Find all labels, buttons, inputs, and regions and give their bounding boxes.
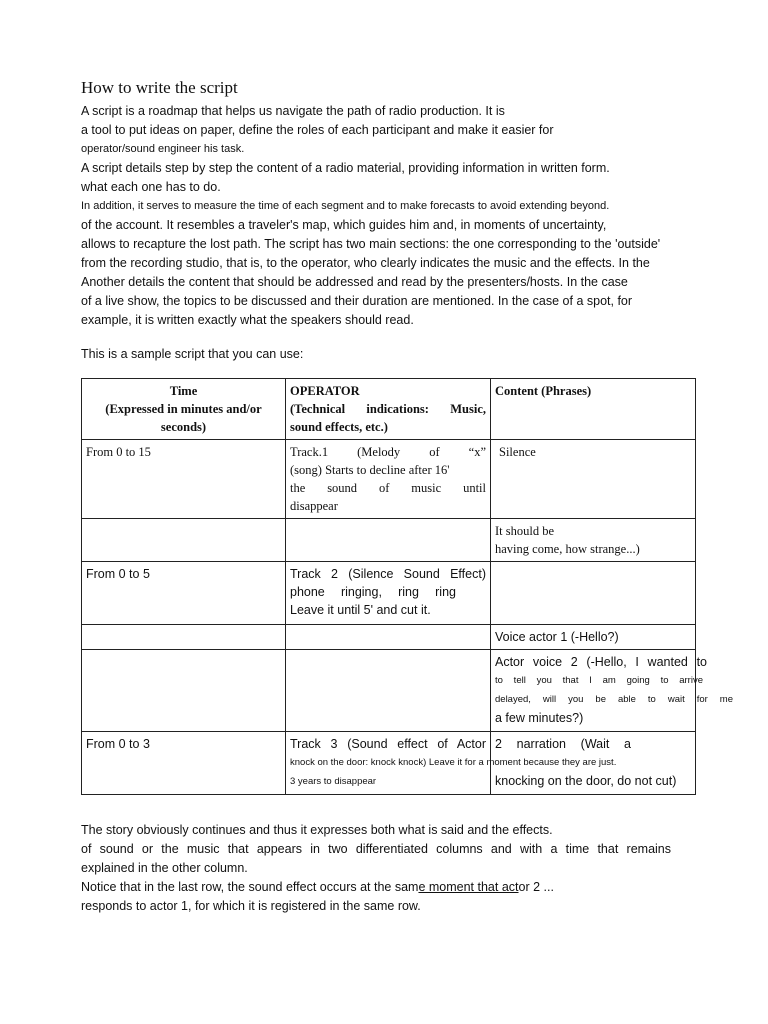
cell-operator: [286, 519, 491, 562]
header-operator: OPERATOR (Technical indications: Music, sound effects, etc.): [286, 379, 491, 440]
cell-operator: Track 3 (Sound effect of Actor knock on the door: knock knock) Leave it for a moment because they are just. 3 years to disappear: [286, 732, 491, 795]
intro-line: of a live show, the topics to be discussed and their duration are mentioned. In the case of a spot, for: [81, 294, 633, 308]
cell-time: From 0 to 5: [82, 562, 286, 625]
cell-operator: [286, 650, 491, 732]
header-content: Content (Phrases): [491, 379, 696, 440]
intro-line: of the account. It resembles a traveler's map, which guides him and, in moments of uncertainty,: [81, 218, 607, 232]
cell-time: [82, 650, 286, 732]
intro-line: example, it is written exactly what the speakers should read.: [81, 313, 414, 327]
table-row: [82, 519, 696, 562]
intro-line: Another details the content that should be addressed and read by the presenters/hosts. In the case: [81, 275, 628, 289]
outro-line: explained in the other column.: [81, 861, 248, 875]
intro-line: what each one has to do.: [81, 180, 221, 194]
cell-content: [491, 562, 696, 625]
intro-line: operator/sound engineer his task.: [81, 143, 245, 155]
outro-line: Notice that in the last row, the sound effect occurs at the same moment that actor 2 ...: [81, 880, 554, 894]
table-row: [82, 732, 696, 795]
cell-operator: Track 2 (Silence Sound Effect) phone ringing, ring ring Leave it until 5' and cut it.: [286, 562, 491, 625]
table-row: [82, 650, 696, 732]
sample-intro: This is a sample script that you can use:: [81, 347, 304, 361]
intro-line: from the recording studio, that is, to the operator, who clearly indicates the music and the effects. In the: [81, 256, 650, 270]
cell-operator: [286, 625, 491, 650]
cell-time: From 0 to 3: [82, 732, 286, 795]
outro-paragraph: [81, 821, 671, 916]
cell-time: From 0 to 15: [82, 440, 286, 519]
outro-line: of sound or the music that appears in two differentiated columns and with a time that remains: [81, 842, 671, 856]
table-row: [82, 440, 696, 519]
outro-line: responds to actor 1, for which it is registered in the same row.: [81, 899, 421, 913]
header-time: Time (Expressed in minutes and/or seconds): [82, 379, 286, 440]
intro-line: In addition, it serves to measure the time of each segment and to make forecasts to avoid extending beyond.: [81, 200, 610, 212]
cell-time: [82, 625, 286, 650]
intro-line: A script is a roadmap that helps us navigate the path of radio production. It is: [81, 104, 505, 118]
table-row: [82, 625, 696, 650]
table-header-row: [82, 379, 696, 440]
intro-paragraph: [81, 102, 701, 330]
intro-line: A script details step by step the content of a radio material, providing information in written form.: [81, 161, 610, 175]
script-table: [81, 378, 733, 795]
cell-content: 2 narration (Wait a knocking on the door, do not cut): [491, 732, 696, 795]
cell-operator: Track.1 (Melody of “x” (song) Starts to decline after 16' the sound of music until disappear: [286, 440, 491, 519]
intro-line: a tool to put ideas on paper, define the roles of each participant and make it easier for: [81, 123, 554, 137]
cell-content: Voice actor 1 (-Hello?): [491, 625, 696, 650]
document-body: [81, 78, 701, 364]
cell-content: Actor voice 2 (-Hello, I wanted to to tell you that I am going to arrive delayed, will you be able to wait for me a few minutes?): [491, 650, 696, 732]
cell-content: It should be having come, how strange...): [491, 519, 696, 562]
outro-line: The story obviously continues and thus it expresses both what is said and the effects.: [81, 823, 553, 837]
table-row: [82, 562, 696, 625]
intro-line: allows to recapture the lost path. The script has two main sections: the one corresponding to the 'outside': [81, 237, 661, 251]
cell-time: [82, 519, 286, 562]
cell-content: Silence: [491, 440, 696, 519]
page-title: How to write the script: [81, 78, 238, 97]
